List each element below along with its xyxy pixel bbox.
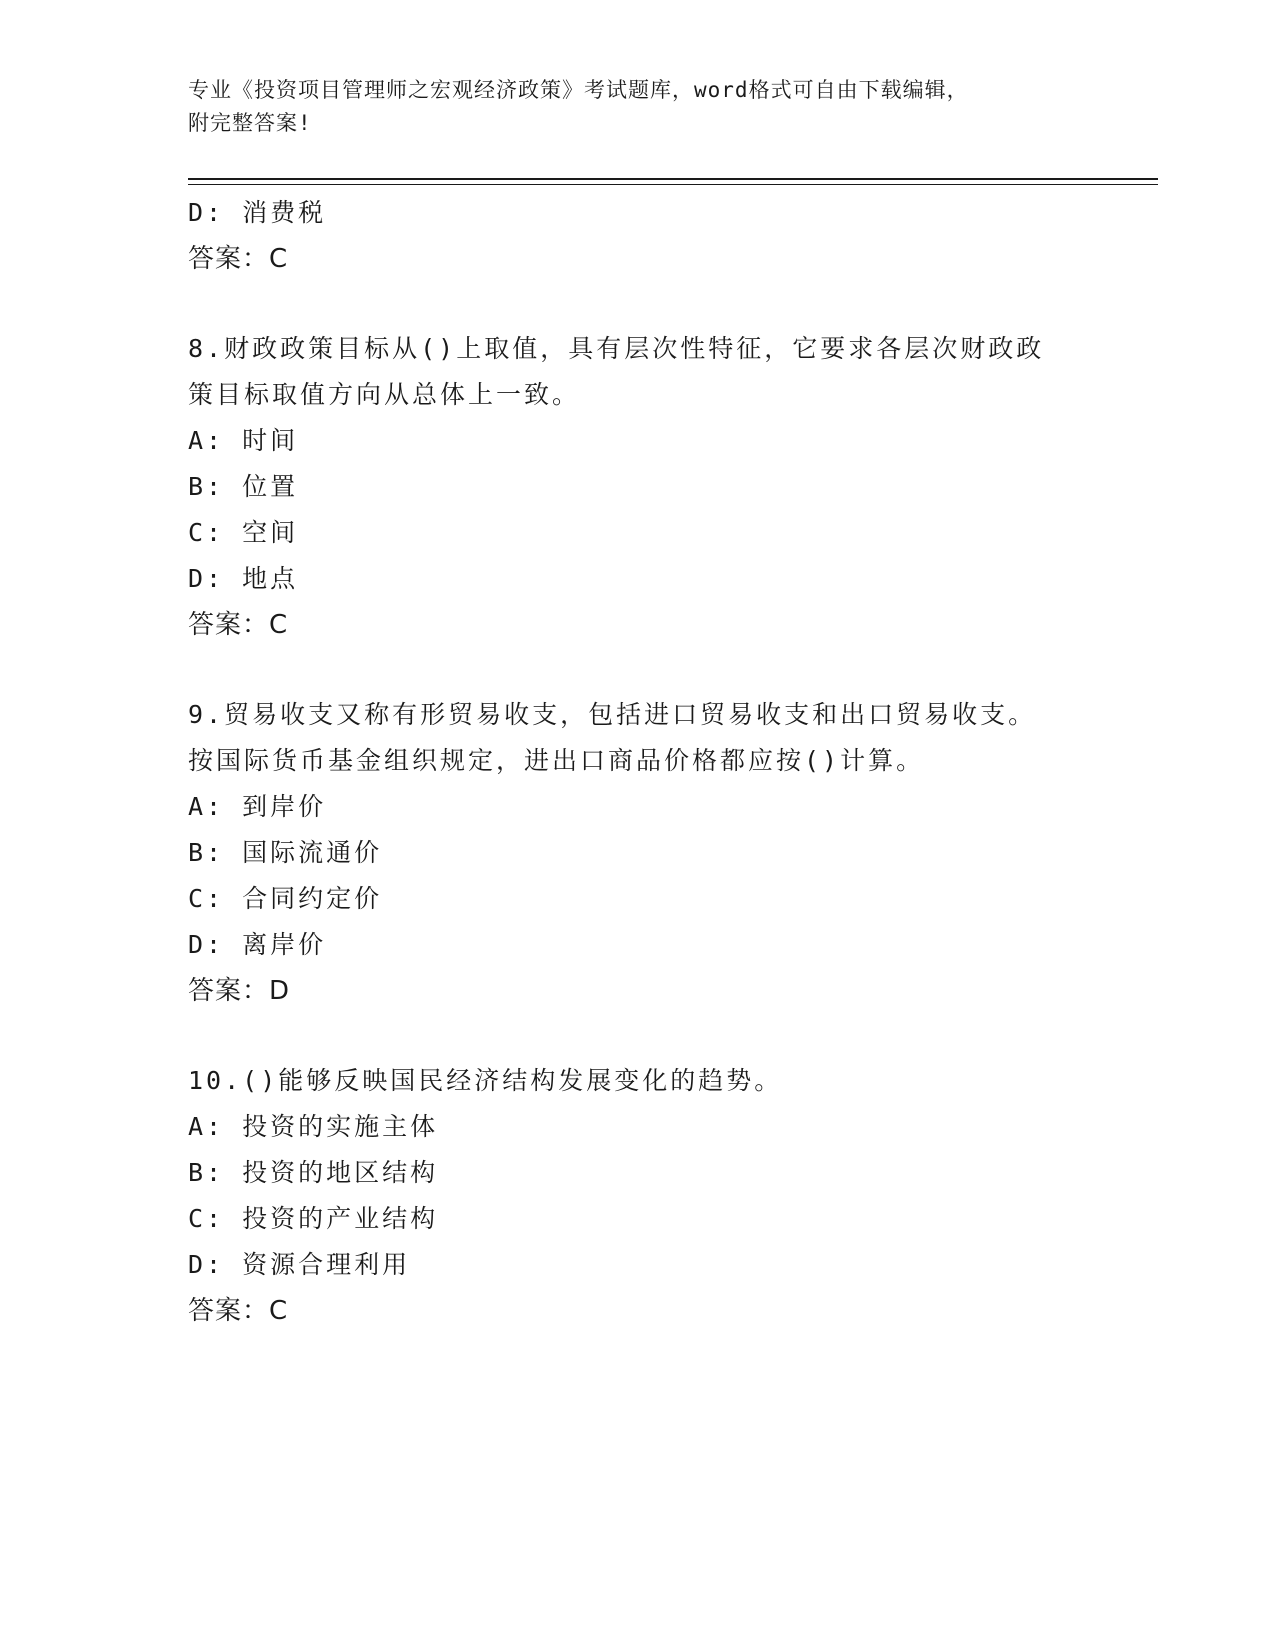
option-d: D: 消费税 <box>188 198 327 227</box>
header-line-1: 专业《投资项目管理师之宏观经济政策》考试题库，word格式可自由下载编辑， <box>188 78 969 102</box>
option-a: A: 投资的实施主体 <box>188 1112 439 1141</box>
question-stem-line: 8.财政政策目标从()上取值，具有层次性特征，它要求各层次财政政 <box>188 334 1045 363</box>
header-line-2: 附完整答案! <box>188 111 312 135</box>
option-b: B: 国际流通价 <box>188 838 383 867</box>
option-c: C: 合同约定价 <box>188 884 383 913</box>
option-a: A: 时间 <box>188 426 299 455</box>
question-list <box>188 190 1088 1334</box>
option-d: D: 离岸价 <box>188 930 327 959</box>
answer-line: 答案：C <box>188 244 289 274</box>
document-header <box>188 74 1068 140</box>
header-divider-thick <box>188 178 1158 180</box>
answer-line: 答案：C <box>188 610 289 640</box>
continued-question <box>188 190 1088 282</box>
question-stem-line: 9.贸易收支又称有形贸易收支，包括进口贸易收支和出口贸易收支。 <box>188 700 1037 729</box>
option-d: D: 地点 <box>188 564 299 593</box>
header-divider-thin <box>188 184 1158 185</box>
answer-line: 答案：D <box>188 976 291 1006</box>
question-stem-line: 10.()能够反映国民经济结构发展变化的趋势。 <box>188 1066 783 1095</box>
option-d: D: 资源合理利用 <box>188 1250 411 1279</box>
question-8 <box>188 326 1088 648</box>
question-9 <box>188 692 1088 1014</box>
question-10 <box>188 1058 1088 1334</box>
option-c: C: 空间 <box>188 518 299 547</box>
option-b: B: 投资的地区结构 <box>188 1158 439 1187</box>
question-stem-line: 按国际货币基金组织规定，进出口商品价格都应按()计算。 <box>188 746 925 775</box>
option-a: A: 到岸价 <box>188 792 327 821</box>
option-c: C: 投资的产业结构 <box>188 1204 439 1233</box>
question-stem-line: 策目标取值方向从总体上一致。 <box>188 380 581 409</box>
option-b: B: 位置 <box>188 472 299 501</box>
answer-line: 答案：C <box>188 1296 289 1326</box>
